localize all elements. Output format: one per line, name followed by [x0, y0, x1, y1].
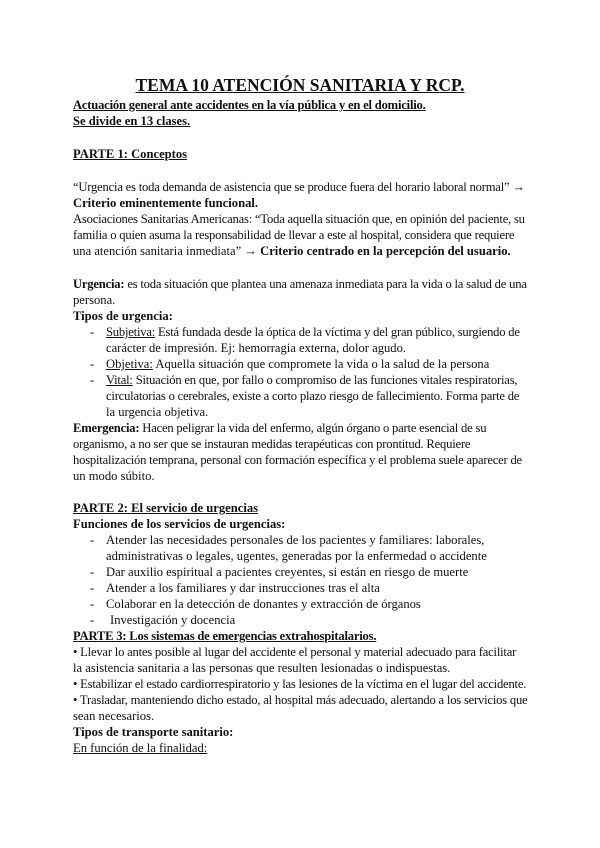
dash-bullet: -	[90, 325, 95, 339]
transporte-heading: Tipos de transporte sanitario:	[73, 725, 234, 739]
emergencia-text: Hacen peligrar la vida del enfermo, algún órgano o parte esencial de su	[142, 421, 487, 435]
tipo-objetiva	[106, 356, 489, 372]
emergencia-line2: organismo, a no ser que se instauran medidas terapéuticas con prontitud. Requiere	[73, 437, 471, 451]
funcion-item-continued: administrativas o legales, ugentes, generadas por la enfermedad o accidente	[106, 549, 487, 563]
emergencia-label: Emergencia:	[73, 421, 140, 435]
quote2-line3	[73, 243, 511, 259]
tipo-objetiva-label: Objetiva:	[106, 357, 153, 371]
emergencia-definition	[73, 420, 486, 436]
tipo-subjetiva-line2: carácter de impresión. Ej: hemorragia externa, dolor agudo.	[106, 341, 407, 355]
funcion-item: Atender a los familiares y dar instrucciones tras el alta	[106, 581, 380, 595]
quote2-line3-text: una atención sanitaria inmediata” →	[73, 244, 257, 258]
funciones-heading: Funciones de los servicios de urgencias:	[73, 517, 286, 531]
quote1-line2: Criterio eminentemente funcional.	[73, 196, 259, 210]
emergencia-line3: hospitalización temprana, personal con formación específica y el problema suele aparecer de	[73, 453, 522, 467]
funcion-item: Dar auxilio espiritual a pacientes creyentes, si están en riesgo de muerte	[106, 565, 469, 579]
tipo-vital-text: Situación en que, por fallo o compromiso de las funciones vitales respiratorias,	[135, 373, 518, 387]
dash-bullet: -	[90, 357, 95, 371]
tipos-urgencia-heading: Tipos de urgencia:	[73, 309, 173, 323]
sistema-bullet-1-line2: la asistencia sanitaria a las personas que resulten lesionadas o indispuestas.	[73, 661, 451, 675]
dash-bullet: -	[90, 597, 95, 611]
funcion-item: Atender las necesidades personales de los pacientes y familiares: laborales,	[106, 533, 485, 547]
finalidad-subheading: En función de la finalidad:	[73, 741, 208, 755]
part3-heading: PARTE 3: Los sistemas de emergencias extrahospitalarios.	[73, 629, 377, 643]
page-title: TEMA 10 ATENCIÓN SANITARIA Y RCP.	[135, 75, 465, 95]
part1-heading: PARTE 1: Conceptos	[73, 147, 188, 161]
dash-bullet: -	[90, 613, 95, 627]
dash-bullet: -	[90, 533, 95, 547]
sistema-bullet-3: • Trasladar, manteniendo dicho estado, al hospital más adecuado, alertando a los servicios que	[73, 693, 528, 707]
dash-bullet: -	[90, 373, 95, 387]
sistema-bullet-2: • Estabilizar el estado cardiorrespiratorio y las lesiones de la víctima en el lugar del accidente.	[73, 677, 527, 691]
tipo-subjetiva	[106, 324, 520, 340]
tipo-vital	[106, 372, 517, 388]
tipo-vital-line3: la urgencia objetiva.	[106, 405, 209, 419]
sistema-bullet-3-line2: sean necesarios.	[73, 709, 155, 723]
tipo-subjetiva-label: Subjetiva:	[106, 325, 156, 339]
urgencia-text: es toda situación que plantea una amenaza inmediata para la vida o la salud de una	[127, 277, 527, 291]
tipo-vital-label: Vital:	[106, 373, 133, 387]
quote2-line1: Asociaciones Sanitarias Americanas: “Toda aquella situación que, en opinión del paciente, su	[73, 212, 525, 226]
tipo-objetiva-text: Aquella situación que compromete la vida o la salud de la persona	[155, 357, 490, 371]
tipo-vital-line2: circulatorias o cerebrales, existe a corto plazo riesgo de fallecimiento. Forma parte de	[106, 389, 520, 403]
quote2-line3-criterion: Criterio centrado en la percepción del usuario.	[260, 244, 511, 258]
dash-bullet: -	[90, 581, 95, 595]
quote1-line1: “Urgencia es toda demanda de asistencia que se produce fuera del horario laboral normal” →	[73, 180, 525, 194]
funcion-item: Investigación y docencia	[110, 613, 236, 627]
tipo-subjetiva-text: Está fundada desde la óptica de la víctima y del gran público, surgiendo de	[158, 325, 520, 339]
part2-heading: PARTE 2: El servicio de urgencias	[73, 501, 259, 515]
subtitle: Actuación general ante accidentes en la vía pública y en el domicilio.	[73, 98, 426, 112]
emergencia-line4: un modo súbito.	[73, 469, 155, 483]
subtitle-classes: Se divide en 13 clases.	[73, 114, 191, 128]
urgencia-line2: persona.	[73, 293, 116, 307]
quote2-line2: familia o quien asuma la responsabilidad de llevar a este al hospital, considera que requiere	[73, 228, 515, 242]
urgencia-definition	[73, 276, 527, 292]
funcion-item: Colaborar en la detección de donantes y extracción de órganos	[106, 597, 421, 611]
sistema-bullet-1: • Llevar lo antes posible al lugar del accidente el personal y material adecuado para facilitar	[73, 645, 517, 659]
urgencia-label: Urgencia:	[73, 277, 125, 291]
dash-bullet: -	[90, 565, 95, 579]
